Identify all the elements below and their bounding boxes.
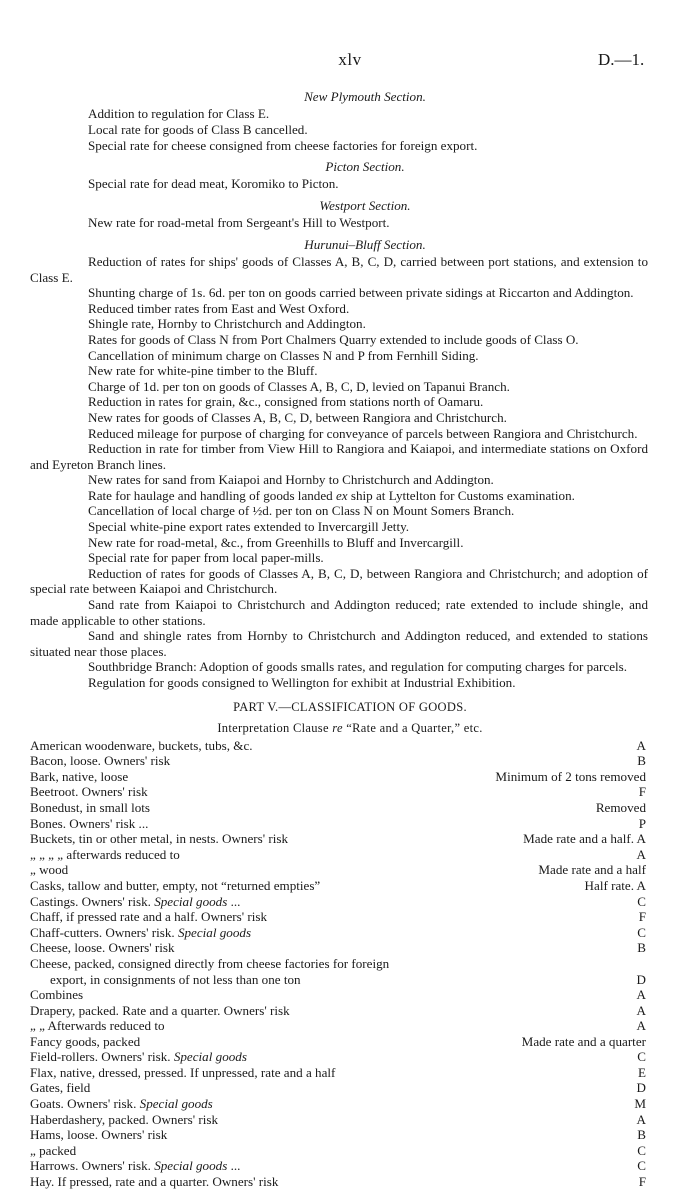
hurunui-entry: Rate for haulage and handling of goods landed ex ship at Lyttelton for Customs examination. (88, 487, 575, 503)
goods-class: Minimum of 2 tons removed (495, 768, 646, 784)
goods-row (30, 1112, 646, 1128)
goods-name: Casks, tallow and butter, empty, not “returned empties” (30, 877, 321, 893)
goods-row (30, 738, 646, 754)
goods-name: Haberdashery, packed. Owners' risk (30, 1111, 219, 1127)
goods-class: M (634, 1096, 646, 1112)
goods-row (30, 878, 646, 894)
goods-row (30, 753, 646, 769)
goods-name: „ „ „ „ afterwards reduced to (30, 846, 180, 862)
westport-section (0, 196, 700, 231)
goods-row (30, 769, 646, 785)
hurunui-entry: Southbridge Branch: Adoption of goods smalls rates, and regulation for computing charges for parcels. (88, 659, 628, 675)
goods-row (30, 831, 646, 847)
goods-name: American woodenware, buckets, tubs, &c. (30, 737, 253, 753)
hurunui-entry: Rates for goods of Class N from Port Chalmers Quarry extended to include goods of Class O. (88, 331, 579, 347)
goods-name: Castings. Owners' risk. Special goods ... (30, 893, 241, 909)
hurunui-entry: Shingle rate, Hornby to Christchurch and Addington. (88, 316, 366, 332)
goods-class: C (637, 1049, 646, 1065)
goods-name: Cheese, packed, consigned directly from cheese factories for foreign (30, 955, 390, 971)
goods-row (30, 1143, 646, 1159)
goods-name: Bonedust, in small lots (30, 799, 151, 815)
goods-row (30, 1080, 646, 1096)
goods-row (30, 1034, 646, 1050)
goods-class: A (636, 1111, 646, 1127)
hurunui-entry: Regulation for goods consigned to Wellington for exhibit at Industrial Exhibition. (88, 675, 516, 691)
hurunui-entry: New rates for sand from Kaiapoi and Hornby to Christchurch and Addington. (88, 472, 494, 488)
goods-row (30, 1003, 646, 1019)
goods-class: P (638, 815, 646, 831)
list-item: Addition to regulation for Class E. (88, 106, 270, 121)
goods-class: F (638, 909, 646, 925)
section-heading: New Plymouth Section. (304, 89, 426, 104)
goods-row (30, 1049, 646, 1065)
hurunui-entry: New rate for white-pine timber to the Bluff. (88, 363, 318, 379)
goods-name: Hams, loose. Owners' risk (30, 1127, 168, 1143)
goods-name: Beetroot. Owners' risk (30, 784, 148, 800)
goods-class: Half rate. A (584, 877, 646, 893)
goods-row (30, 940, 646, 956)
goods-row (30, 800, 646, 816)
section-heading: Hurunui–Bluff Section. (304, 236, 426, 252)
section-heading: Westport Section. (319, 198, 411, 214)
goods-class: A (636, 737, 646, 753)
goods-class: Made rate and a half (538, 862, 646, 878)
goods-row (30, 894, 646, 910)
hurunui-entry: Reduced timber rates from East and West Oxford. (88, 300, 350, 316)
list-item: Local rate for goods of Class B cancelled. (88, 121, 308, 137)
document-reference: D.—1. (598, 50, 645, 69)
part-v-title: PART V.—CLASSIFICATION OF GOODS. (233, 699, 467, 714)
goods-name-continued: export, in consignments of not less than one ton (50, 971, 301, 987)
goods-row (30, 956, 646, 987)
goods-class: A (636, 986, 646, 1002)
goods-row (30, 862, 646, 878)
goods-name: Gates, field (30, 1080, 91, 1096)
goods-class: B (637, 1127, 646, 1143)
goods-name: Harrows. Owners' risk. Special goods ... (30, 1158, 241, 1174)
hurunui-entry: Cancellation of local charge of ½d. per ton on Class N on Mount Somers Branch. (88, 503, 515, 519)
list-item: Special rate for dead meat, Koromiko to Picton. (88, 176, 339, 192)
goods-name: Hay. If pressed, rate and a quarter. Owners' risk (30, 1174, 279, 1190)
goods-name: Drapery, packed. Rate and a quarter. Owners' risk (30, 1002, 290, 1018)
goods-row (30, 847, 646, 863)
hurunui-entry: Reduction in rates for grain, &c., consigned from stations north of Oamaru. (88, 394, 484, 410)
goods-name: Bacon, loose. Owners' risk (30, 753, 171, 769)
goods-name: Field-rollers. Owners' risk. Special goods (30, 1049, 247, 1065)
goods-class: E (638, 1064, 646, 1080)
goods-row (30, 1096, 646, 1112)
hurunui-entry: Reduction in rate for timber from View Hill to Rangiora and Kaiapoi, and intermediate stations on Oxford and Eyreton Branch lines. (30, 441, 648, 472)
hurunui-bluff-section (0, 235, 700, 691)
goods-row (30, 1018, 646, 1034)
goods-class: B (637, 940, 646, 956)
hurunui-entry: Cancellation of minimum charge on Classes N and P from Fernhill Siding. (88, 347, 479, 363)
goods-name: „ „ Afterwards reduced to (30, 1018, 165, 1034)
goods-class: Removed (595, 799, 646, 815)
goods-class: A (636, 846, 646, 862)
goods-class: F (638, 784, 646, 800)
goods-row (30, 816, 646, 832)
goods-row (30, 784, 646, 800)
page-number: xlv (338, 50, 362, 69)
goods-row (30, 987, 646, 1003)
list-item: Special rate for cheese consigned from cheese factories for foreign export. (88, 137, 478, 153)
goods-class: F (638, 1174, 646, 1190)
hurunui-entry: Sand and shingle rates from Hornby to Christchurch and Addington reduced, and extended to stations situated near those places. (30, 628, 648, 659)
hurunui-entry: Shunting charge of 1s. 6d. per ton on goods carried between private sidings at Riccarton and Addington. (88, 285, 634, 301)
goods-class: C (637, 893, 646, 909)
goods-name: Flax, native, dressed, pressed. If unpressed, rate and a half (30, 1064, 336, 1080)
goods-name: „ packed (30, 1142, 77, 1158)
interpretation-clause: Interpretation Clause re “Rate and a Quarter,” etc. (217, 720, 483, 735)
hurunui-entry: New rates for goods of Classes A, B, C, D, between Rangiora and Christchurch. (88, 409, 507, 425)
goods-name: Fancy goods, packed (30, 1033, 141, 1049)
hurunui-entry: New rate for road-metal, &c., from Greenhills to Bluff and Invercargill. (88, 534, 464, 550)
hurunui-entry: Charge of 1d. per ton on goods of Classes A, B, C, D, levied on Tapanui Branch. (88, 378, 510, 394)
goods-name: Combines (30, 986, 84, 1002)
goods-class: D (636, 1080, 646, 1096)
goods-name: Goats. Owners' risk. Special goods (30, 1096, 213, 1112)
goods-name: Chaff-cutters. Owners' risk. Special goods (30, 924, 252, 940)
hurunui-entry: Sand rate from Kaiapoi to Christchurch and Addington reduced; rate extended to include shingle, and made applicable to other stations. (30, 597, 648, 628)
hurunui-entries (0, 254, 700, 691)
goods-row (30, 909, 646, 925)
goods-name: „ wood (30, 862, 69, 878)
list-item: New rate for road-metal from Sergeant's Hill to Westport. (88, 215, 390, 231)
goods-name: Chaff, if pressed rate and a half. Owners' risk (30, 909, 267, 925)
goods-class: Made rate and a half. A (523, 831, 646, 847)
goods-class: C (637, 924, 646, 940)
goods-class: C (637, 1142, 646, 1158)
new-plymouth-section (0, 87, 700, 153)
goods-name: Bones. Owners' risk ... (30, 815, 149, 831)
goods-class: C (637, 1158, 646, 1174)
goods-row (30, 1174, 646, 1190)
goods-row (30, 1127, 646, 1143)
goods-class: A (636, 1018, 646, 1034)
picton-section (0, 157, 700, 192)
goods-row (30, 1158, 646, 1174)
page-body (0, 87, 700, 1190)
goods-class: Made rate and a quarter (521, 1033, 646, 1049)
goods-class: D (636, 971, 646, 987)
goods-name: Buckets, tin or other metal, in nests. Owners' risk (30, 831, 289, 847)
goods-class: B (637, 753, 646, 769)
goods-name: Bark, native, loose (30, 768, 129, 784)
goods-name: Cheese, loose. Owners' risk (30, 940, 175, 956)
section-heading: Picton Section. (325, 159, 405, 175)
hurunui-entry: Special white-pine export rates extended to Invercargill Jetty. (88, 519, 410, 535)
goods-row (30, 1065, 646, 1081)
hurunui-entry: Reduction of rates for goods of Classes A, B, C, D, between Rangiora and Christchurch; and adoption of special rate between Kaiapoi and Christchurch. (30, 565, 648, 597)
goods-row (30, 925, 646, 941)
hurunui-entry: Reduced mileage for purpose of charging for conveyance of parcels between Rangiora and Christchurch. (88, 425, 638, 441)
hurunui-entry: Special rate for paper from local paper-mills. (88, 550, 324, 566)
goods-class: A (636, 1002, 646, 1018)
goods-classification-table (30, 738, 646, 1190)
hurunui-entry: Reduction of rates for ships' goods of Classes A, B, C, D, carried between port stations, and extension to Class E. (30, 253, 648, 285)
